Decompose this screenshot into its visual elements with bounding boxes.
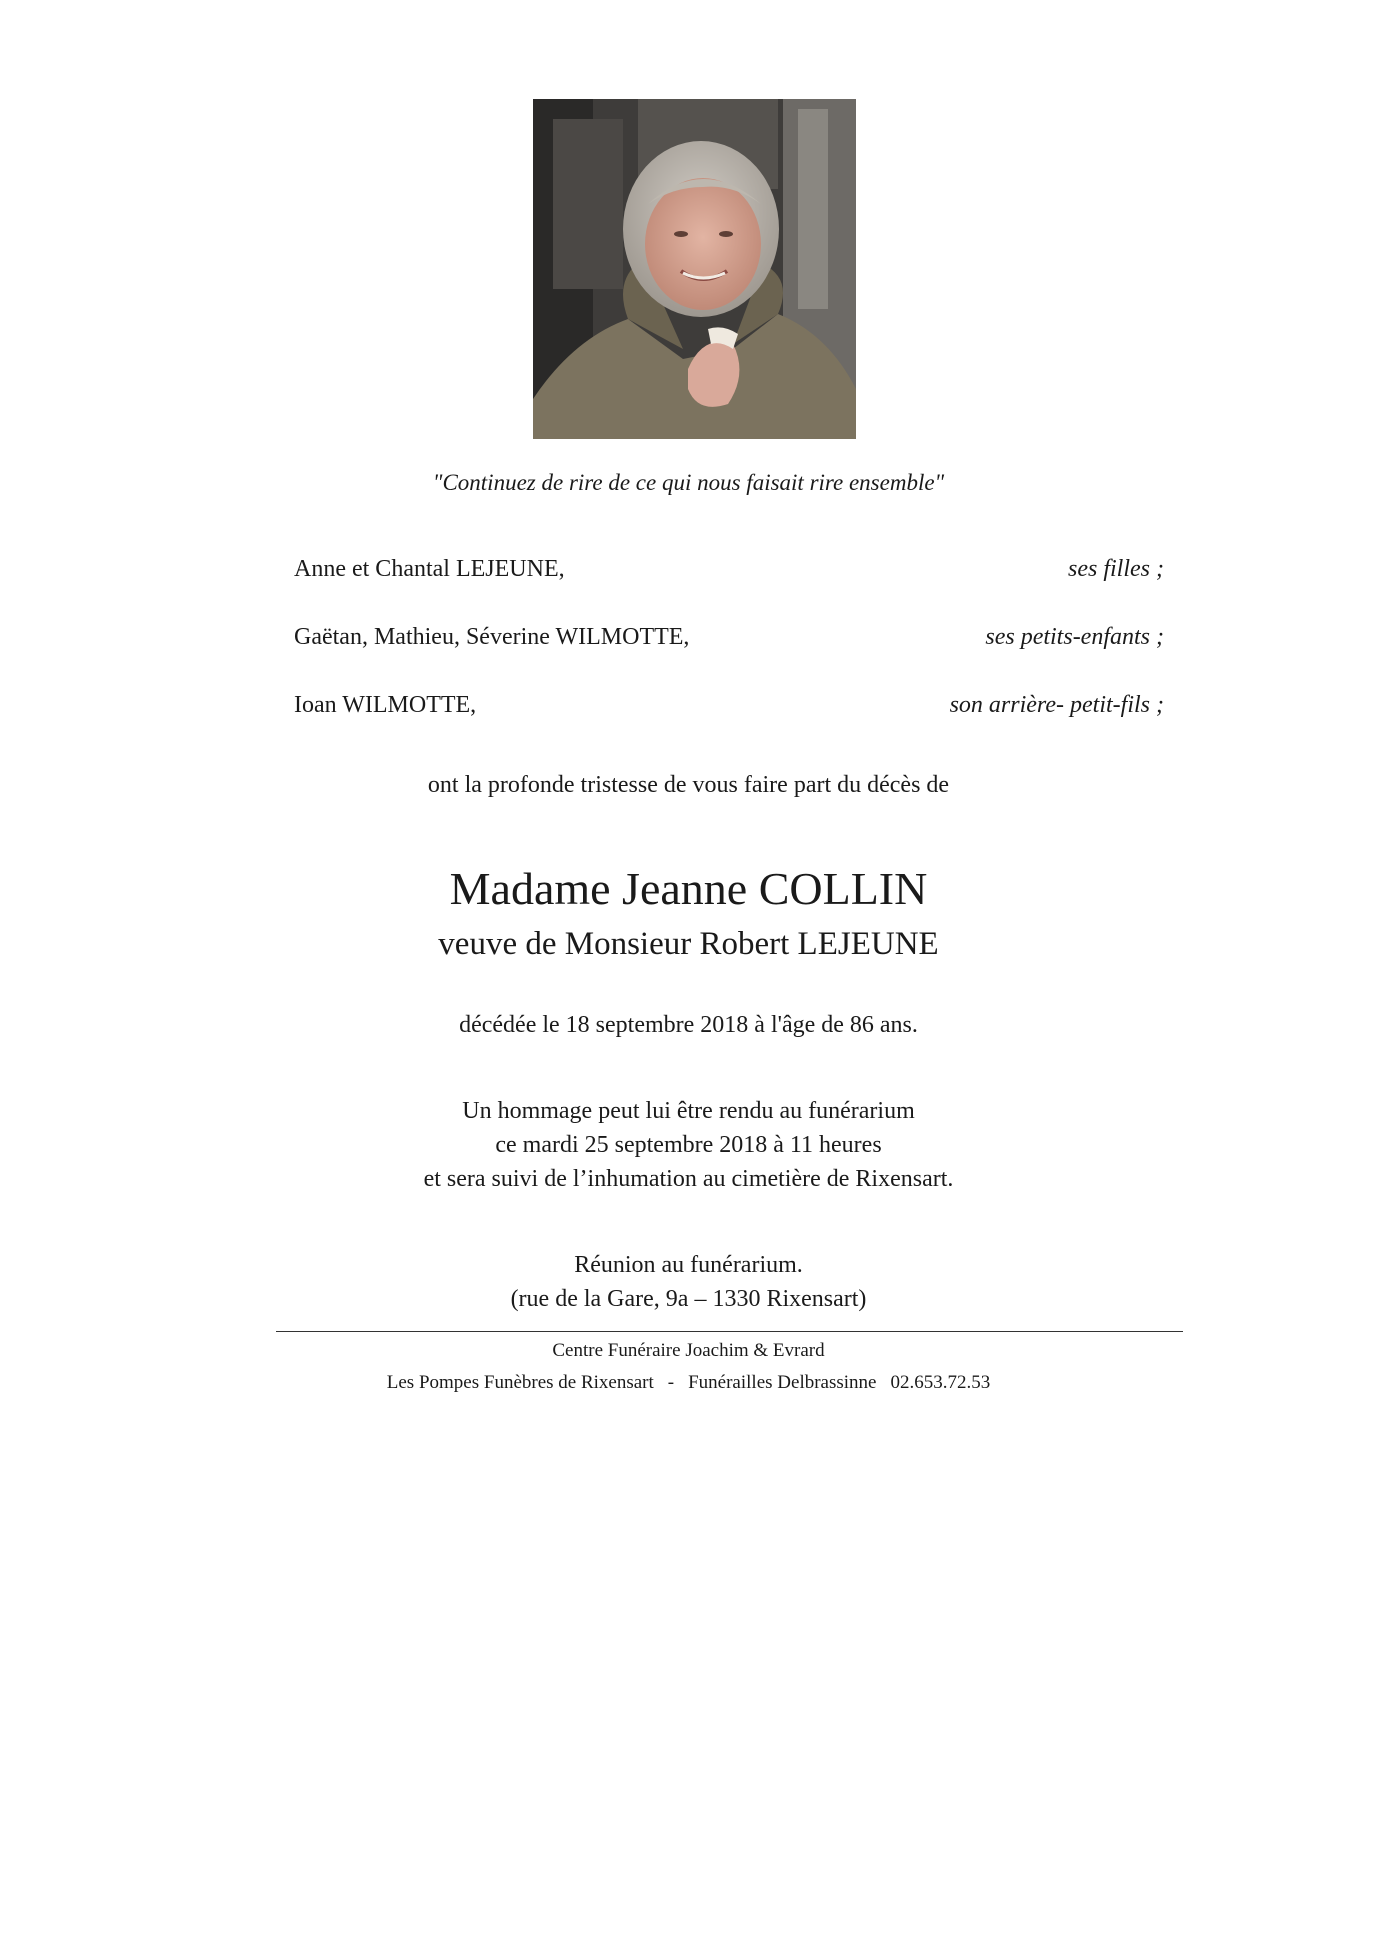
footer-center-name: Centre Funéraire Joachim & Evrard <box>552 1340 825 1361</box>
footer-phone: 02.653.72.53 <box>890 1372 991 1393</box>
family-relation: son arrière- petit-fils ; <box>949 692 1164 718</box>
family-names: Gaëtan, Mathieu, Séverine WILMOTTE, <box>294 624 690 650</box>
footer-funerailles: Funérailles Delbrassinne <box>688 1372 877 1393</box>
footer-divider <box>276 1331 1183 1332</box>
footer-contact-line <box>0 1372 1377 1394</box>
family-names: Ioan WILMOTTE, <box>294 692 477 718</box>
family-names: Anne et Chantal LEJEUNE, <box>294 556 565 582</box>
homage-line: Un hommage peut lui être rendu au funérarium <box>462 1098 915 1124</box>
announcement-text: ont la profonde tristesse de vous faire part du décès de <box>427 772 950 798</box>
homage-line: et sera suivi de l’inhumation au cimetière de Rixensart. <box>423 1166 954 1192</box>
homage-line: ce mardi 25 septembre 2018 à 11 heures <box>495 1132 882 1158</box>
family-row-great-grandchild <box>294 692 1164 722</box>
footer-separator: - <box>667 1372 675 1393</box>
memorial-quote: "Continuez de rire de ce qui nous faisait rire ensemble" <box>432 470 945 495</box>
family-row-grandchildren <box>294 624 1164 654</box>
footer-pompes: Les Pompes Funèbres de Rixensart <box>386 1372 654 1393</box>
reunion-line: Réunion au funérarium. <box>574 1252 803 1278</box>
widow-of-text: veuve de Monsieur Robert LEJEUNE <box>438 926 939 962</box>
family-relation: ses petits-enfants ; <box>985 624 1164 650</box>
family-relation: ses filles ; <box>1068 556 1164 582</box>
family-row-daughters <box>294 556 1164 586</box>
deceased-name: Madame Jeanne COLLIN <box>449 863 928 914</box>
death-info: décédée le 18 septembre 2018 à l'âge de 86 ans. <box>459 1012 918 1038</box>
reunion-address: (rue de la Gare, 9a – 1330 Rixensart) <box>510 1286 867 1312</box>
portrait-photo <box>533 99 856 439</box>
portrait-illustration <box>533 99 856 439</box>
